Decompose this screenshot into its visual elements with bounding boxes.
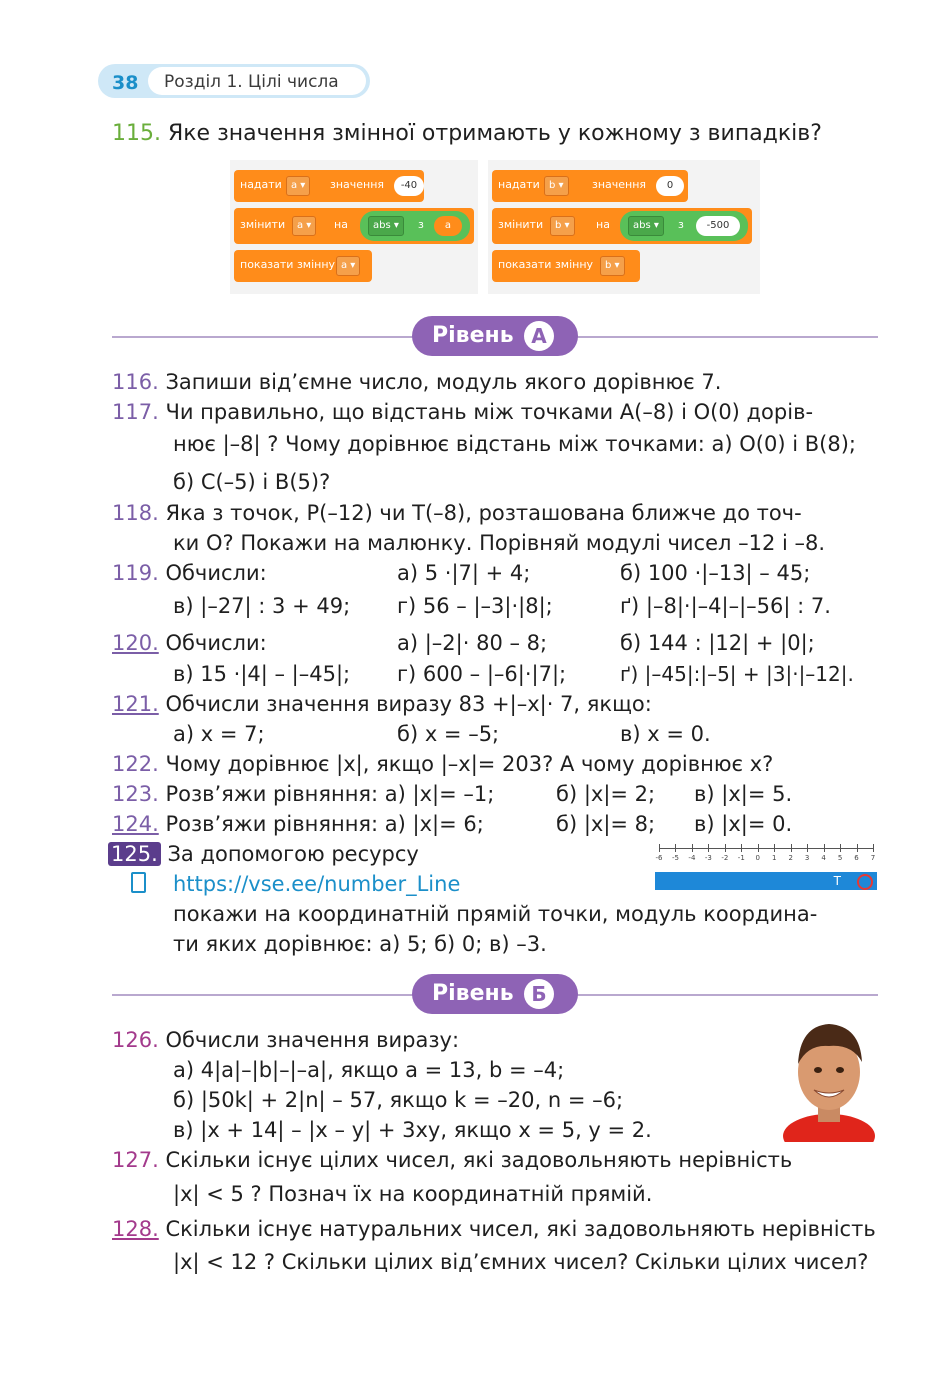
problem-120-a: а) |–2|· 80 – 8; [397, 631, 548, 655]
show-variable-block: показати змінну b ▾ [492, 250, 640, 282]
number-line-tick [758, 844, 759, 852]
problem-116: 116. Запиши від’ємне число, модуль якого дорівнює 7. [112, 370, 722, 394]
number-line-widget [655, 842, 877, 890]
problem-120-gg: ґ) |–45|:|–5| + |3|·|–12|. [620, 662, 854, 686]
number-line-tick [692, 844, 693, 852]
number-line-tick-label: -6 [655, 854, 663, 862]
number-line-tick-label: -2 [721, 854, 729, 862]
problem-122: 122. Чому дорівнює |x|, якщо |–x|= 203? А чому дорівнює x? [112, 752, 774, 776]
level-label: Рівень [432, 323, 514, 348]
problem-119-b: б) 100 ·|–13| – 45; [620, 561, 811, 585]
number-line-tick-label: 3 [804, 854, 810, 862]
problem-119-v: в) |–27| : 3 + 49; [173, 594, 351, 618]
problem-124-c: в) |x|= 0. [694, 812, 793, 836]
level-label: Рівень [432, 981, 514, 1006]
problem-119-gg: ґ) |–8|·|–4|–|–56| : 7. [620, 594, 831, 618]
problem-121-c: в) x = 0. [620, 722, 711, 746]
problem-126-v: в) |x + 14| – |x – y| + 3xy, якщо x = 5, y = 2. [173, 1118, 652, 1142]
problem-text: Яке значення змінної отримають у кожному з випадків? [167, 121, 822, 146]
problem-118-line2: ки O? Покажи на малюнку. Порівняй модулі чисел –12 і –8. [173, 531, 826, 555]
number-line-tick-label: -1 [737, 854, 745, 862]
show-variable-block: показати змінну a ▾ [234, 250, 372, 282]
level-badge: Б [524, 979, 554, 1009]
problem-119-a: а) 5 ·|7| + 4; [397, 561, 531, 585]
level-a-banner [412, 316, 578, 356]
number-line-tick [840, 844, 841, 852]
problem-123: 123. Розв’яжи рівняння: а) |x|= –1; [112, 782, 495, 806]
problem-115 [112, 120, 822, 148]
change-variable-block: змінити b ▾ на abs ▾ з -500 [492, 208, 752, 244]
number-line-tick [725, 844, 726, 852]
resource-link[interactable]: https://vse.ee/number_Line [173, 872, 461, 896]
problem-117-line3: б) C(–5) і B(5)? [173, 470, 331, 494]
problem-123-c: в) |x|= 5. [694, 782, 793, 806]
problem-121-b: б) x = –5; [397, 722, 500, 746]
number-line-tick [807, 844, 808, 852]
number-line-tick-label: 7 [870, 854, 876, 862]
set-variable-block: надати b ▾ значення 0 [492, 170, 688, 202]
number-line-tick-label: 5 [837, 854, 843, 862]
problem-124: 124. Розв’яжи рівняння: а) |x|= 6; [112, 812, 484, 836]
problem-120-v: в) 15 ·|4| – |–45|; [173, 662, 351, 686]
number-line-toolbar [655, 872, 877, 890]
problem-126: 126. Обчисли значення виразу: [112, 1028, 460, 1052]
number-line-tick-label: -5 [671, 854, 679, 862]
problem-120: 120. Обчисли: [112, 631, 267, 655]
number-line-tick-label: 6 [854, 854, 859, 862]
set-variable-block: надати a ▾ значення -40 [234, 170, 424, 202]
number-line-tick [675, 844, 676, 852]
problem-number: 115. [112, 121, 161, 146]
page-number: 38 [112, 72, 139, 94]
section-title: Розділ 1. Цілі числа [164, 72, 339, 92]
problem-120-b: б) 144 : |12| + |0|; [620, 631, 815, 655]
number-line-tick-label: 2 [788, 854, 793, 862]
number-line-tick [741, 844, 742, 852]
number-line-tick [873, 844, 874, 852]
problem-119-g: г) 56 – |–3|·|8|; [397, 594, 553, 618]
number-line-tick-label: 4 [821, 854, 826, 862]
problem-126-a: а) 4|a|–|b|–|–a|, якщо a = 13, b = –4; [173, 1058, 565, 1082]
number-line-tick-label: -4 [688, 854, 696, 862]
level-b-banner [412, 974, 578, 1014]
problem-121: 121. Обчисли значення виразу 83 +|–x|· 7, якщо: [112, 692, 652, 716]
number-line-tick [774, 844, 775, 852]
number-line-tick [791, 844, 792, 852]
scratch-code-left [230, 160, 478, 294]
problem-117: 117. Чи правильно, що відстань між точками A(–8) і O(0) дорів- [112, 400, 814, 424]
problem-117-line2: нює |–8| ? Чому дорівнює відстань між точками: а) O(0) і B(8); [173, 432, 856, 456]
number-line-tick-label: 0 [755, 854, 760, 862]
problem-125-line4: ти яких дорівнює: а) 5; б) 0; в) –3. [173, 932, 547, 956]
problem-125: 125. За допомогою ресурсу [108, 840, 419, 868]
problem-128: 128. Скільки існує натуральних чисел, які задовольняють нерівність [112, 1217, 876, 1241]
number-line-tick [708, 844, 709, 852]
problem-119: 119. Обчисли: [112, 561, 267, 585]
level-badge: А [524, 321, 554, 351]
scratch-code-right [488, 160, 760, 294]
number-line-tick [857, 844, 858, 852]
boy-illustration [778, 1018, 880, 1142]
change-variable-block: змінити a ▾ на abs ▾ з a [234, 208, 474, 244]
number-line-tick [824, 844, 825, 852]
number-line-tick-label: 1 [771, 854, 777, 862]
problem-123-b: б) |x|= 2; [556, 782, 656, 806]
phone-icon [131, 872, 146, 893]
number-line-tick [659, 844, 660, 852]
number-line-tick-label: -3 [704, 854, 712, 862]
text-tool-icon[interactable]: T [833, 874, 841, 888]
problem-127: 127. Скільки існує цілих чисел, які задовольняють нерівність [112, 1148, 793, 1172]
problem-120-g: г) 600 – |–6|·|7|; [397, 662, 567, 686]
problem-124-b: б) |x|= 8; [556, 812, 656, 836]
problem-125-line3: покажи на координатній прямій точки, модуль координа- [173, 902, 818, 926]
problem-121-a: а) x = 7; [173, 722, 265, 746]
problem-118: 118. Яка з точок, P(–12) чи T(–8), розташована ближче до точ- [112, 501, 802, 525]
problem-127-line2: |x| < 5 ? Познач їх на координатній прямій. [173, 1182, 653, 1206]
problem-126-b: б) |50k| + 2|n| – 57, якщо k = –20, n = –6; [173, 1088, 624, 1112]
problem-128-line2: |x| < 12 ? Скільки цілих від’ємних чисел? Скільки цілих чисел? [173, 1250, 869, 1274]
pencil-icon[interactable] [857, 874, 873, 890]
